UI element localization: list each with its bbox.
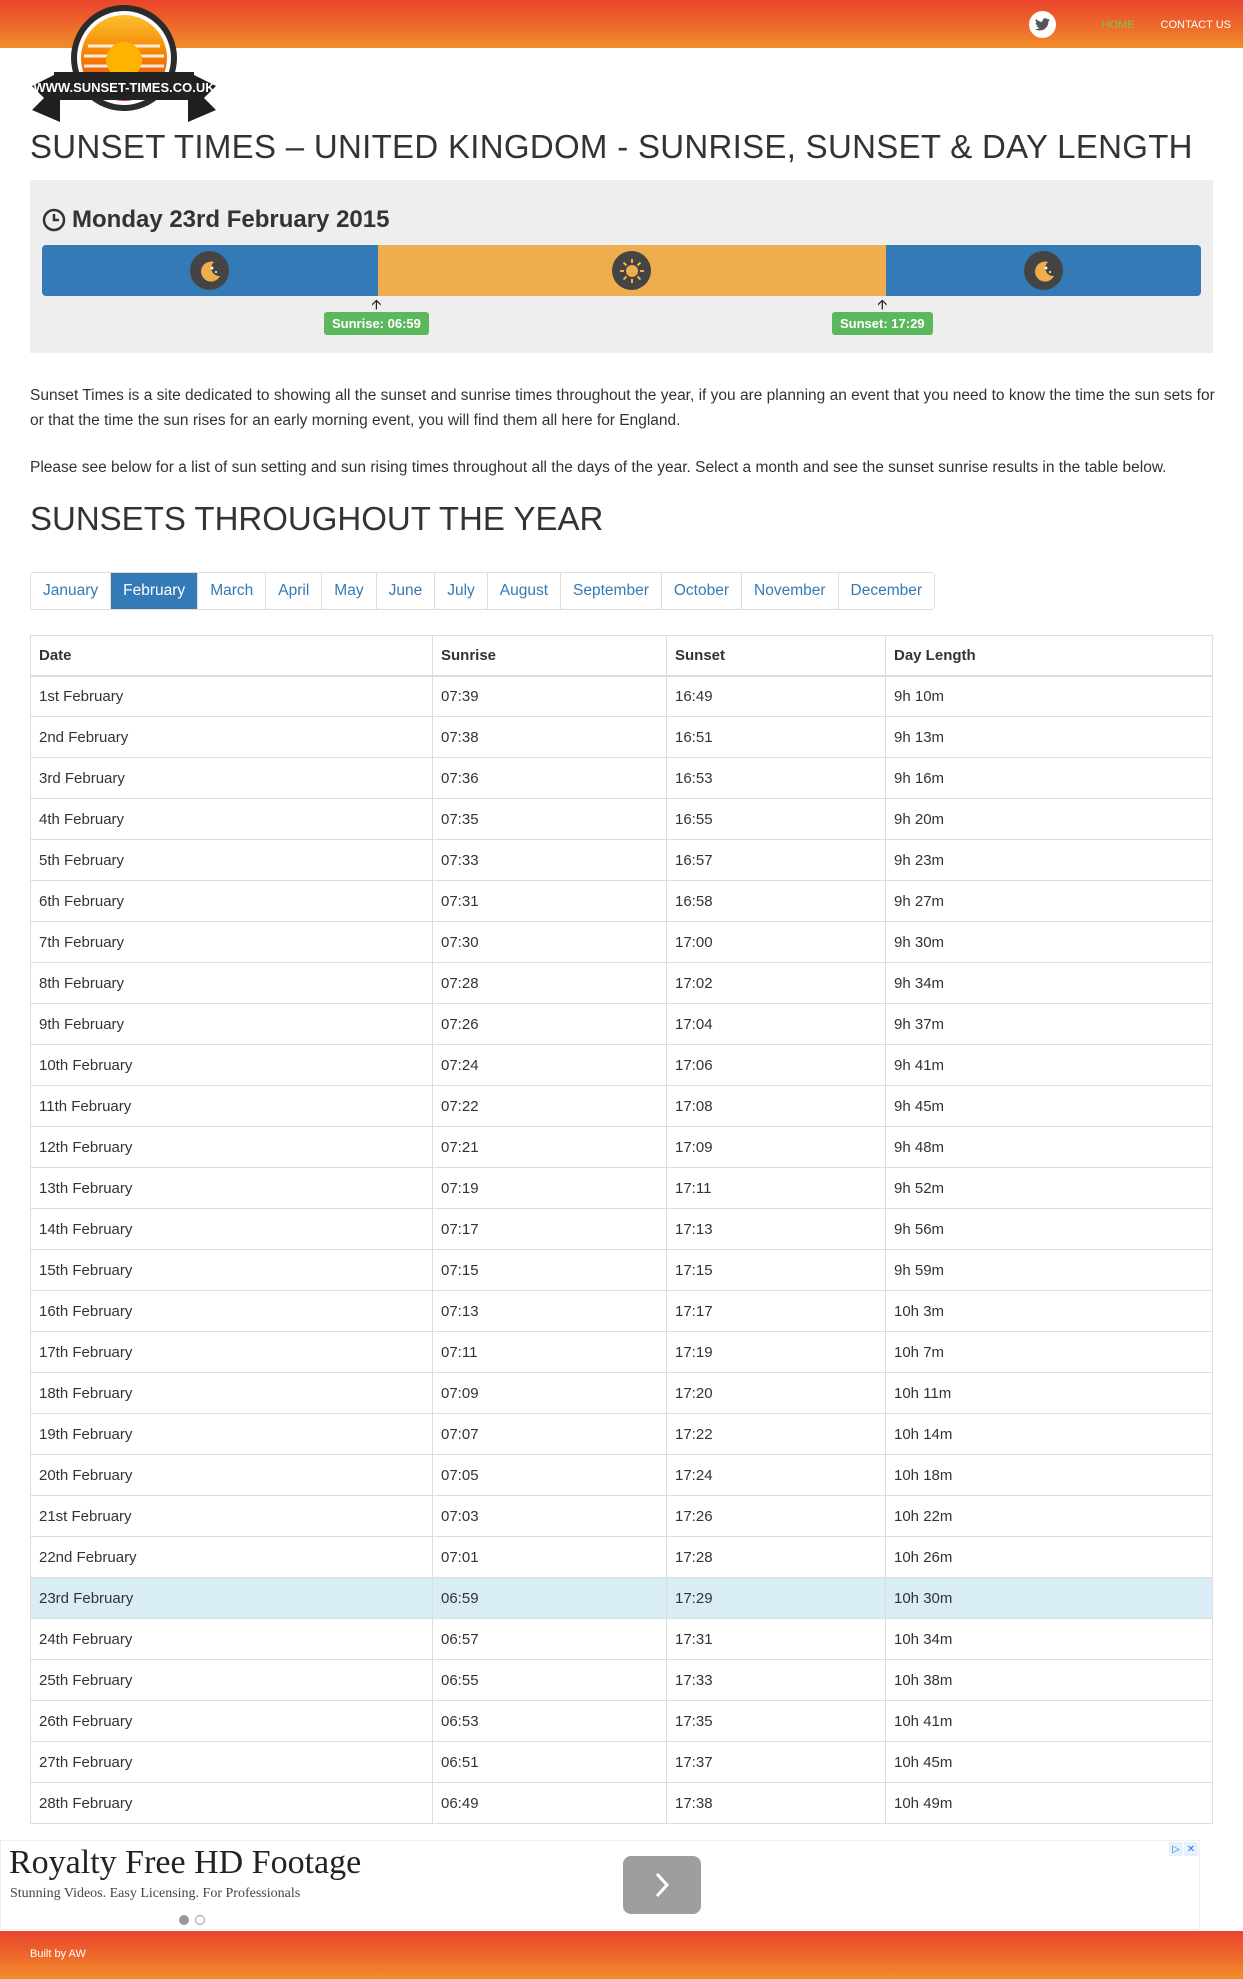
cell-sunrise: 06:59 bbox=[433, 1578, 667, 1619]
cell-date: 21st February bbox=[31, 1496, 433, 1537]
ad-subtitle: Stunning Videos. Easy Licensing. For Professionals bbox=[10, 1886, 301, 1901]
table-row bbox=[31, 1373, 1213, 1414]
cell-sunrise: 07:13 bbox=[433, 1291, 667, 1332]
cell-sunrise: 07:15 bbox=[433, 1250, 667, 1291]
cell-day-length: 10h 38m bbox=[886, 1660, 1213, 1701]
cell-sunset: 16:53 bbox=[667, 758, 886, 799]
cell-sunset: 17:35 bbox=[667, 1701, 886, 1742]
cell-date: 16th February bbox=[31, 1291, 433, 1332]
night-segment-evening bbox=[886, 245, 1201, 296]
table-row bbox=[31, 676, 1213, 717]
footer-credit: Built by AW bbox=[30, 1948, 86, 1960]
table-row bbox=[31, 1086, 1213, 1127]
night-segment-morning bbox=[42, 245, 378, 296]
cell-sunset: 17:19 bbox=[667, 1332, 886, 1373]
cell-day-length: 9h 37m bbox=[886, 1004, 1213, 1045]
cell-date: 8th February bbox=[31, 963, 433, 1004]
tab-february[interactable]: February bbox=[111, 573, 198, 609]
cell-sunrise: 06:49 bbox=[433, 1783, 667, 1824]
cell-sunrise: 07:21 bbox=[433, 1127, 667, 1168]
cell-sunrise: 07:05 bbox=[433, 1455, 667, 1496]
cell-sunset: 16:55 bbox=[667, 799, 886, 840]
cell-sunrise: 07:07 bbox=[433, 1414, 667, 1455]
ad-pager-dot[interactable] bbox=[179, 1915, 189, 1925]
header-sunset: Sunset bbox=[667, 636, 886, 676]
chevron-right-icon bbox=[652, 1870, 672, 1900]
cell-sunrise: 07:01 bbox=[433, 1537, 667, 1578]
cell-sunset: 16:57 bbox=[667, 840, 886, 881]
cell-sunrise: 07:26 bbox=[433, 1004, 667, 1045]
cell-day-length: 9h 34m bbox=[886, 963, 1213, 1004]
cell-sunset: 17:22 bbox=[667, 1414, 886, 1455]
cell-date: 17th February bbox=[31, 1332, 433, 1373]
cell-day-length: 9h 10m bbox=[886, 676, 1213, 717]
sun-icon bbox=[612, 251, 651, 290]
table-row bbox=[31, 1783, 1213, 1824]
cell-date: 15th February bbox=[31, 1250, 433, 1291]
cell-day-length: 9h 20m bbox=[886, 799, 1213, 840]
cell-sunset: 17:26 bbox=[667, 1496, 886, 1537]
table-body bbox=[31, 676, 1213, 1824]
cell-date: 19th February bbox=[31, 1414, 433, 1455]
cell-sunrise: 06:53 bbox=[433, 1701, 667, 1742]
cell-day-length: 9h 52m bbox=[886, 1168, 1213, 1209]
ad-banner[interactable] bbox=[0, 1840, 1200, 1930]
table-row bbox=[31, 1291, 1213, 1332]
cell-date: 11th February bbox=[31, 1086, 433, 1127]
table-row bbox=[31, 1127, 1213, 1168]
cell-day-length: 9h 16m bbox=[886, 758, 1213, 799]
cell-date: 12th February bbox=[31, 1127, 433, 1168]
sun-times-table bbox=[30, 635, 1213, 1824]
cell-day-length: 9h 59m bbox=[886, 1250, 1213, 1291]
cell-date: 5th February bbox=[31, 840, 433, 881]
tab-january[interactable]: January bbox=[31, 573, 111, 609]
cell-sunset: 16:58 bbox=[667, 881, 886, 922]
cell-sunset: 17:04 bbox=[667, 1004, 886, 1045]
table-row bbox=[31, 1455, 1213, 1496]
table-row bbox=[31, 1250, 1213, 1291]
cell-day-length: 10h 41m bbox=[886, 1701, 1213, 1742]
tab-september[interactable]: September bbox=[561, 573, 662, 609]
cell-sunrise: 07:33 bbox=[433, 840, 667, 881]
cell-date: 24th February bbox=[31, 1619, 433, 1660]
cell-sunrise: 07:24 bbox=[433, 1045, 667, 1086]
table-row bbox=[31, 1660, 1213, 1701]
tab-august[interactable]: August bbox=[488, 573, 561, 609]
cell-day-length: 9h 45m bbox=[886, 1086, 1213, 1127]
cell-date: 3rd February bbox=[31, 758, 433, 799]
cell-sunrise: 07:35 bbox=[433, 799, 667, 840]
cell-sunrise: 06:51 bbox=[433, 1742, 667, 1783]
cell-sunset: 17:31 bbox=[667, 1619, 886, 1660]
table-row bbox=[31, 758, 1213, 799]
day-segment bbox=[378, 245, 886, 296]
table-row bbox=[31, 1414, 1213, 1455]
tab-october[interactable]: October bbox=[662, 573, 742, 609]
table-row bbox=[31, 922, 1213, 963]
cell-day-length: 9h 23m bbox=[886, 840, 1213, 881]
moon-icon bbox=[1024, 251, 1063, 290]
cell-day-length: 10h 18m bbox=[886, 1455, 1213, 1496]
cell-sunset: 17:17 bbox=[667, 1291, 886, 1332]
cell-sunset: 17:11 bbox=[667, 1168, 886, 1209]
cell-day-length: 10h 45m bbox=[886, 1742, 1213, 1783]
top-nav bbox=[1029, 11, 1232, 38]
sunset-marker bbox=[832, 297, 933, 335]
cell-sunrise: 07:36 bbox=[433, 758, 667, 799]
cell-sunrise: 07:03 bbox=[433, 1496, 667, 1537]
tab-november[interactable]: November bbox=[742, 573, 839, 609]
cell-day-length: 9h 27m bbox=[886, 881, 1213, 922]
cell-date: 4th February bbox=[31, 799, 433, 840]
cell-sunrise: 07:22 bbox=[433, 1086, 667, 1127]
twitter-button[interactable] bbox=[1029, 11, 1056, 38]
cell-day-length: 10h 34m bbox=[886, 1619, 1213, 1660]
cell-date: 20th February bbox=[31, 1455, 433, 1496]
sunrise-marker bbox=[324, 297, 429, 335]
nav-home[interactable]: HOME bbox=[1101, 18, 1135, 31]
table-row bbox=[31, 1619, 1213, 1660]
table-row bbox=[31, 881, 1213, 922]
cell-day-length: 9h 13m bbox=[886, 717, 1213, 758]
cell-date: 18th February bbox=[31, 1373, 433, 1414]
cell-date: 10th February bbox=[31, 1045, 433, 1086]
ad-choices[interactable] bbox=[1168, 1842, 1198, 1856]
site-logo[interactable] bbox=[30, 2, 218, 124]
panel-date-text: Monday 23rd February 2015 bbox=[72, 206, 390, 233]
cell-sunset: 16:49 bbox=[667, 676, 886, 717]
cell-sunset: 17:08 bbox=[667, 1086, 886, 1127]
cell-date: 26th February bbox=[31, 1701, 433, 1742]
cell-sunset: 17:02 bbox=[667, 963, 886, 1004]
cell-sunrise: 06:57 bbox=[433, 1619, 667, 1660]
cell-sunrise: 07:09 bbox=[433, 1373, 667, 1414]
cell-day-length: 10h 14m bbox=[886, 1414, 1213, 1455]
twitter-icon bbox=[1035, 18, 1050, 31]
ad-pager-dot[interactable] bbox=[195, 1915, 205, 1925]
intro-text bbox=[30, 383, 1220, 502]
cell-date: 23rd February bbox=[31, 1578, 433, 1619]
tab-july[interactable]: July bbox=[435, 573, 488, 609]
table-row bbox=[31, 1578, 1213, 1619]
cell-sunset: 17:29 bbox=[667, 1578, 886, 1619]
cell-sunrise: 06:55 bbox=[433, 1660, 667, 1701]
cell-sunset: 17:09 bbox=[667, 1127, 886, 1168]
cell-date: 1st February bbox=[31, 676, 433, 717]
cell-day-length: 10h 3m bbox=[886, 1291, 1213, 1332]
today-panel bbox=[30, 180, 1213, 353]
table-row bbox=[31, 1537, 1213, 1578]
table-row bbox=[31, 799, 1213, 840]
table-row bbox=[31, 1209, 1213, 1250]
table-row bbox=[31, 1742, 1213, 1783]
ad-close-icon[interactable]: ✕ bbox=[1184, 1842, 1198, 1856]
table-row bbox=[31, 963, 1213, 1004]
cell-sunset: 17:24 bbox=[667, 1455, 886, 1496]
cell-sunset: 17:38 bbox=[667, 1783, 886, 1824]
cell-date: 14th February bbox=[31, 1209, 433, 1250]
cell-date: 25th February bbox=[31, 1660, 433, 1701]
cell-sunrise: 07:31 bbox=[433, 881, 667, 922]
month-tabs bbox=[30, 572, 935, 610]
cell-sunset: 17:28 bbox=[667, 1537, 886, 1578]
day-timeline-bar bbox=[42, 245, 1201, 296]
cell-date: 27th February bbox=[31, 1742, 433, 1783]
cell-sunset: 17:33 bbox=[667, 1660, 886, 1701]
cell-sunrise: 07:19 bbox=[433, 1168, 667, 1209]
ad-title[interactable]: Royalty Free HD Footage bbox=[9, 1844, 362, 1881]
sunset-label: Sunset: 17:29 bbox=[832, 312, 933, 335]
cell-day-length: 10h 26m bbox=[886, 1537, 1213, 1578]
cell-sunrise: 07:28 bbox=[433, 963, 667, 1004]
cell-day-length: 10h 49m bbox=[886, 1783, 1213, 1824]
cell-day-length: 9h 56m bbox=[886, 1209, 1213, 1250]
ad-info-icon[interactable]: ▷ bbox=[1169, 1842, 1183, 1856]
cell-date: 22nd February bbox=[31, 1537, 433, 1578]
footer bbox=[0, 1931, 1243, 1979]
tab-march[interactable]: March bbox=[198, 573, 266, 609]
moon-icon bbox=[190, 251, 229, 290]
cell-sunset: 16:51 bbox=[667, 717, 886, 758]
cell-sunset: 17:00 bbox=[667, 922, 886, 963]
cell-date: 7th February bbox=[31, 922, 433, 963]
table-row bbox=[31, 1496, 1213, 1537]
cell-sunset: 17:13 bbox=[667, 1209, 886, 1250]
cell-sunset: 17:06 bbox=[667, 1045, 886, 1086]
cell-sunset: 17:20 bbox=[667, 1373, 886, 1414]
cell-date: 2nd February bbox=[31, 717, 433, 758]
table-row bbox=[31, 840, 1213, 881]
cell-sunrise: 07:17 bbox=[433, 1209, 667, 1250]
table-row bbox=[31, 717, 1213, 758]
cell-date: 6th February bbox=[31, 881, 433, 922]
tab-june[interactable]: June bbox=[377, 573, 436, 609]
table-row bbox=[31, 1332, 1213, 1373]
cell-sunset: 17:37 bbox=[667, 1742, 886, 1783]
cell-date: 13th February bbox=[31, 1168, 433, 1209]
table-row bbox=[31, 1168, 1213, 1209]
cell-sunset: 17:15 bbox=[667, 1250, 886, 1291]
header-date: Date bbox=[31, 636, 433, 676]
cell-sunrise: 07:38 bbox=[433, 717, 667, 758]
cell-sunrise: 07:11 bbox=[433, 1332, 667, 1373]
cell-day-length: 9h 41m bbox=[886, 1045, 1213, 1086]
cell-sunrise: 07:30 bbox=[433, 922, 667, 963]
cell-day-length: 10h 11m bbox=[886, 1373, 1213, 1414]
section-title: SUNSETS THROUGHOUT THE YEAR bbox=[30, 500, 604, 537]
cell-day-length: 10h 7m bbox=[886, 1332, 1213, 1373]
tab-april[interactable]: April bbox=[266, 573, 322, 609]
cell-date: 28th February bbox=[31, 1783, 433, 1824]
cell-day-length: 9h 48m bbox=[886, 1127, 1213, 1168]
tab-december[interactable]: December bbox=[839, 573, 935, 609]
ad-pager bbox=[179, 1915, 211, 1925]
cell-date: 9th February bbox=[31, 1004, 433, 1045]
cell-sunrise: 07:39 bbox=[433, 676, 667, 717]
cell-day-length: 10h 22m bbox=[886, 1496, 1213, 1537]
table-row bbox=[31, 1004, 1213, 1045]
panel-date bbox=[42, 206, 389, 234]
table-header-row bbox=[31, 636, 1213, 676]
cell-day-length: 10h 30m bbox=[886, 1578, 1213, 1619]
clock-icon bbox=[42, 208, 66, 232]
cell-day-length: 9h 30m bbox=[886, 922, 1213, 963]
page-title: SUNSET TIMES – UNITED KINGDOM - SUNRISE, SUNSET & DAY LENGTH bbox=[30, 128, 1193, 165]
tab-may[interactable]: May bbox=[322, 573, 376, 609]
header-day-length: Day Length bbox=[886, 636, 1213, 676]
logo-text: WWW.SUNSET-TIMES.CO.UK bbox=[33, 80, 215, 95]
intro-paragraph-1: Sunset Times is a site dedicated to showing all the sunset and sunrise times throughout the year, if you are planning an event that you need to know the time the sun sets for or that the time the sun rises for an early morning event, you will find them all here for England. bbox=[30, 387, 1215, 429]
ad-next-button[interactable] bbox=[623, 1856, 701, 1914]
intro-paragraph-2: Please see below for a list of sun setting and sun rising times throughout all the days of the year. Select a month and see the sunset sunrise results in the table below. bbox=[30, 459, 1167, 476]
header-sunrise: Sunrise bbox=[433, 636, 667, 676]
nav-contact[interactable]: CONTACT US bbox=[1160, 18, 1231, 31]
arrow-up-icon: 🡩 bbox=[877, 296, 888, 312]
arrow-up-icon: 🡩 bbox=[371, 296, 382, 312]
table-row bbox=[31, 1045, 1213, 1086]
table-row bbox=[31, 1701, 1213, 1742]
sunrise-label: Sunrise: 06:59 bbox=[324, 312, 429, 335]
